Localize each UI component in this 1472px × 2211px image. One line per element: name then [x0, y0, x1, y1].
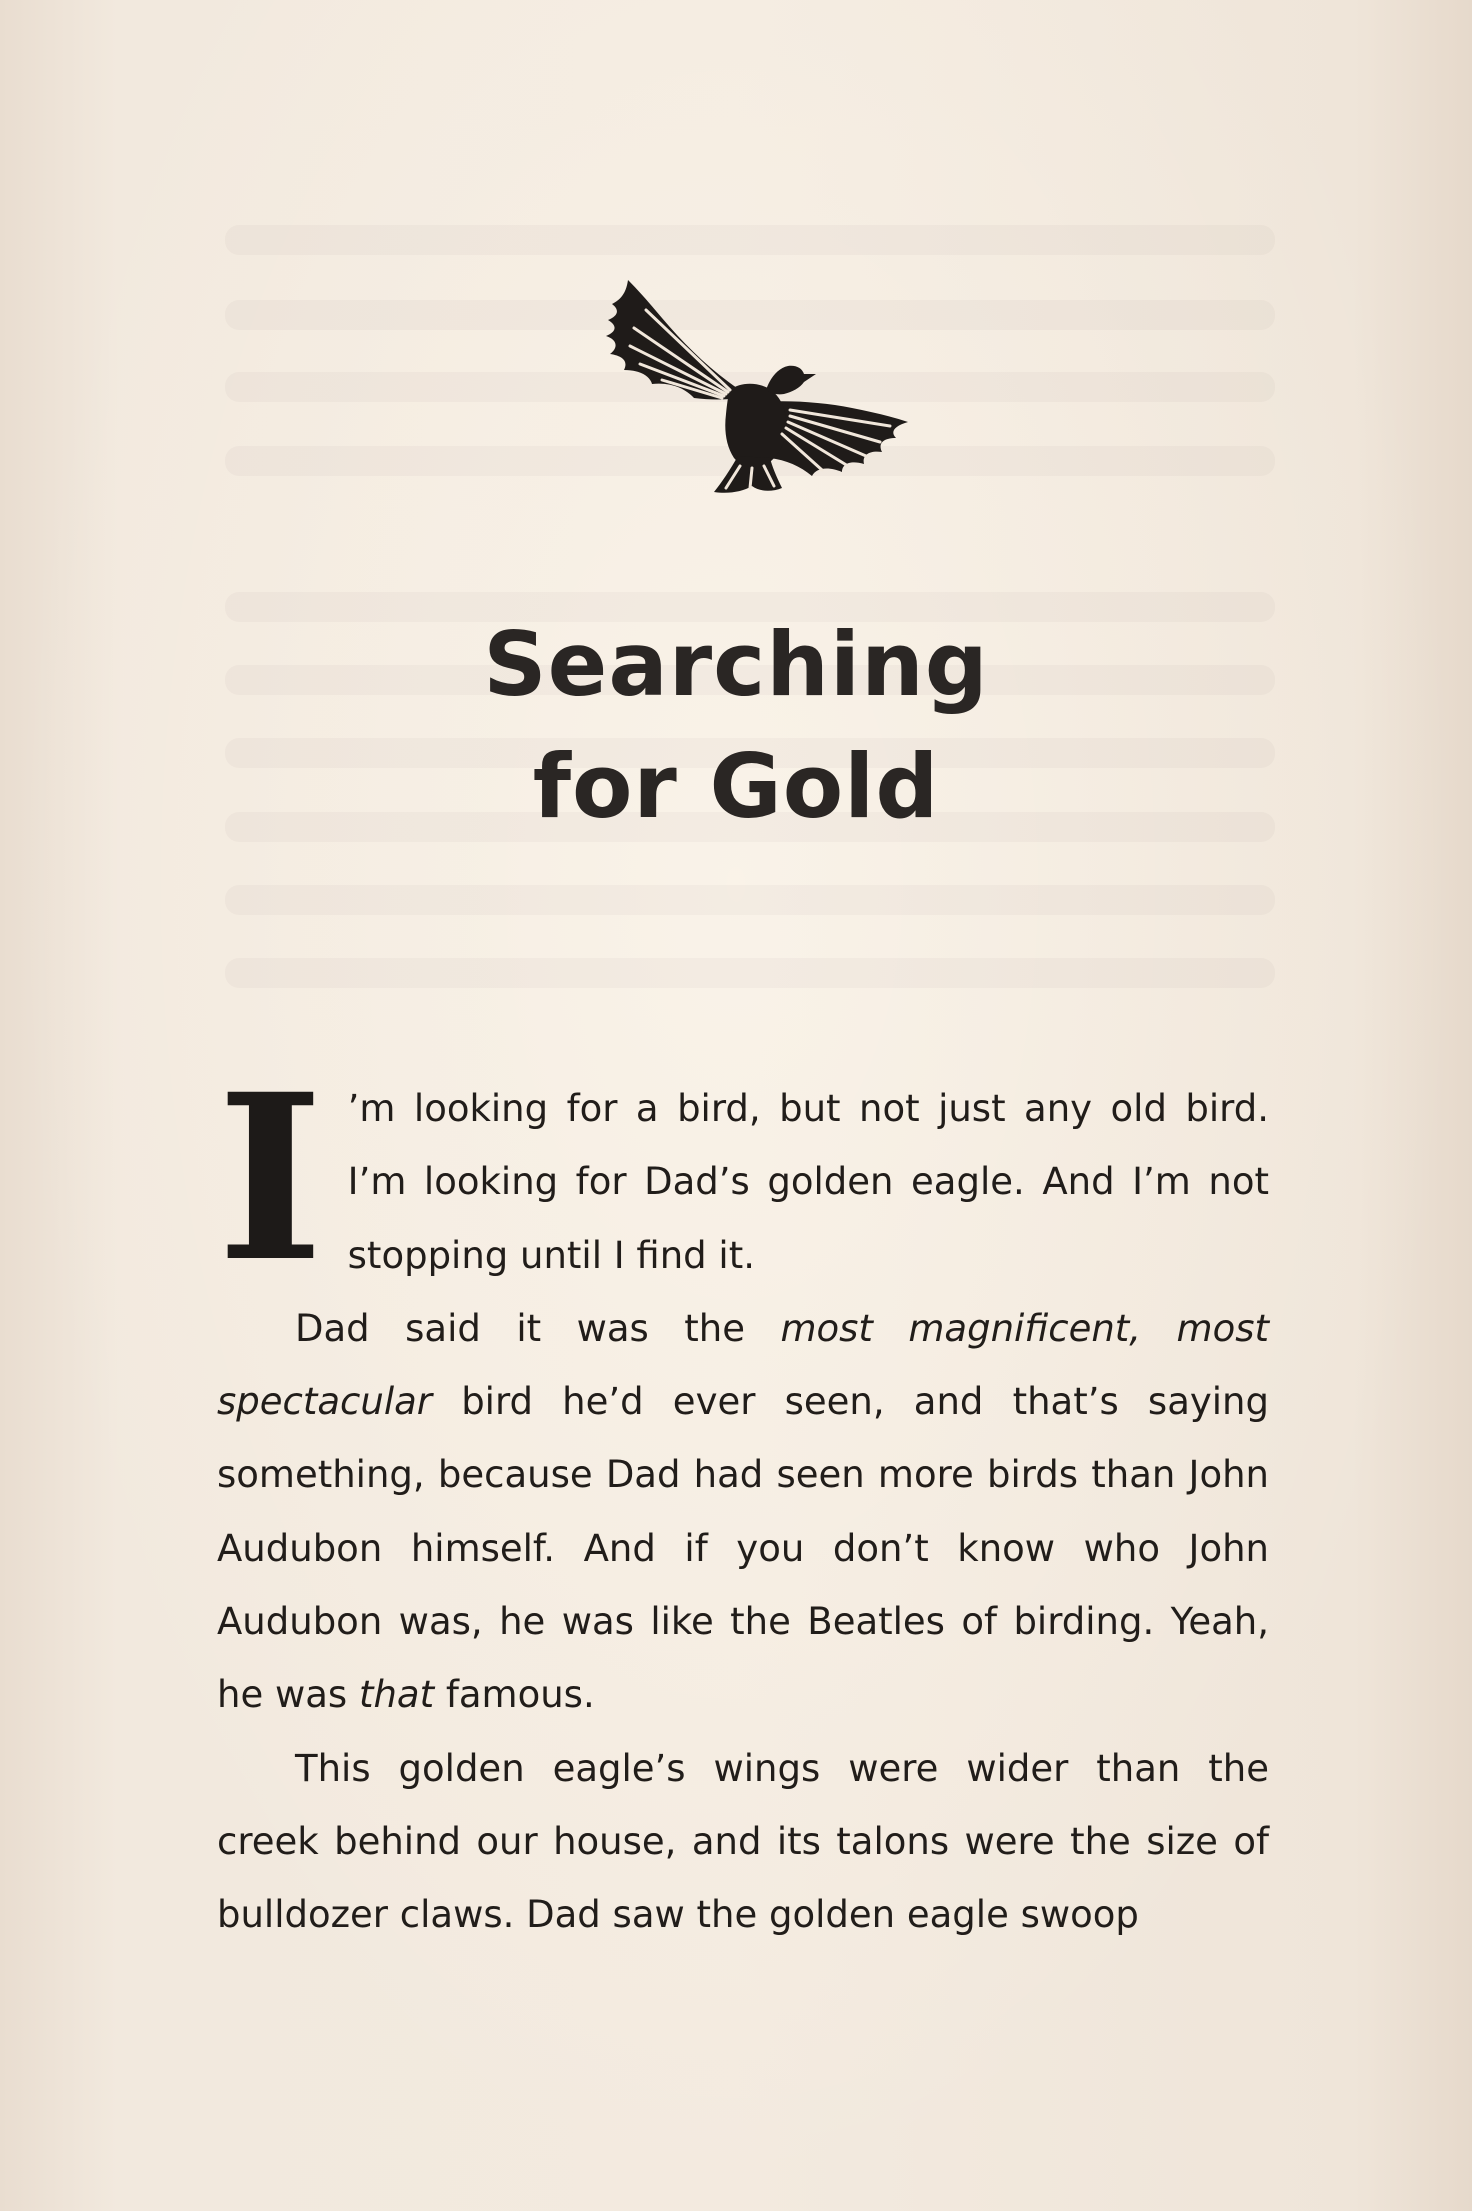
soaring-eagle-icon: [590, 270, 910, 495]
paragraph-text: bird he’d ever seen, and that’s saying something, because Dad had seen more birds than John Audubon himself. And if you don’t know who John Audubon was, he was like the Beatles of birding. Yeah, he was: [217, 1380, 1269, 1717]
paragraph: [217, 1044, 1269, 1312]
paragraph: [217, 1732, 1269, 1952]
paragraph-text: Dad said it was the: [295, 1306, 781, 1350]
chapter-title-line: Searching: [483, 612, 989, 716]
emphasis-text: that: [358, 1673, 435, 1717]
bleed-through-line: [225, 225, 1275, 255]
bleed-through-line: [225, 958, 1275, 988]
paragraph-text: This golden eagle’s wings were wider than the creek behind our house, and its talons were the size of bulldozer claws. Dad saw the golden eagle swoop: [217, 1746, 1269, 1937]
chapter-title: [0, 604, 1472, 848]
chapter-body: [217, 1044, 1269, 1952]
chapter-title-line: for Gold: [532, 734, 940, 838]
paragraph-text: ’m looking for a bird, but not just any old bird. I’m looking for Dad’s golden eagle. And I’m not stopping until I find it.: [347, 1087, 1269, 1277]
paragraph-text: famous.: [434, 1673, 595, 1717]
drop-cap: I: [217, 1044, 324, 1312]
emphasis-text: most magnificent, most spectacular: [217, 1306, 1269, 1424]
paragraph: [217, 1292, 1269, 1732]
bleed-through-line: [225, 885, 1275, 915]
